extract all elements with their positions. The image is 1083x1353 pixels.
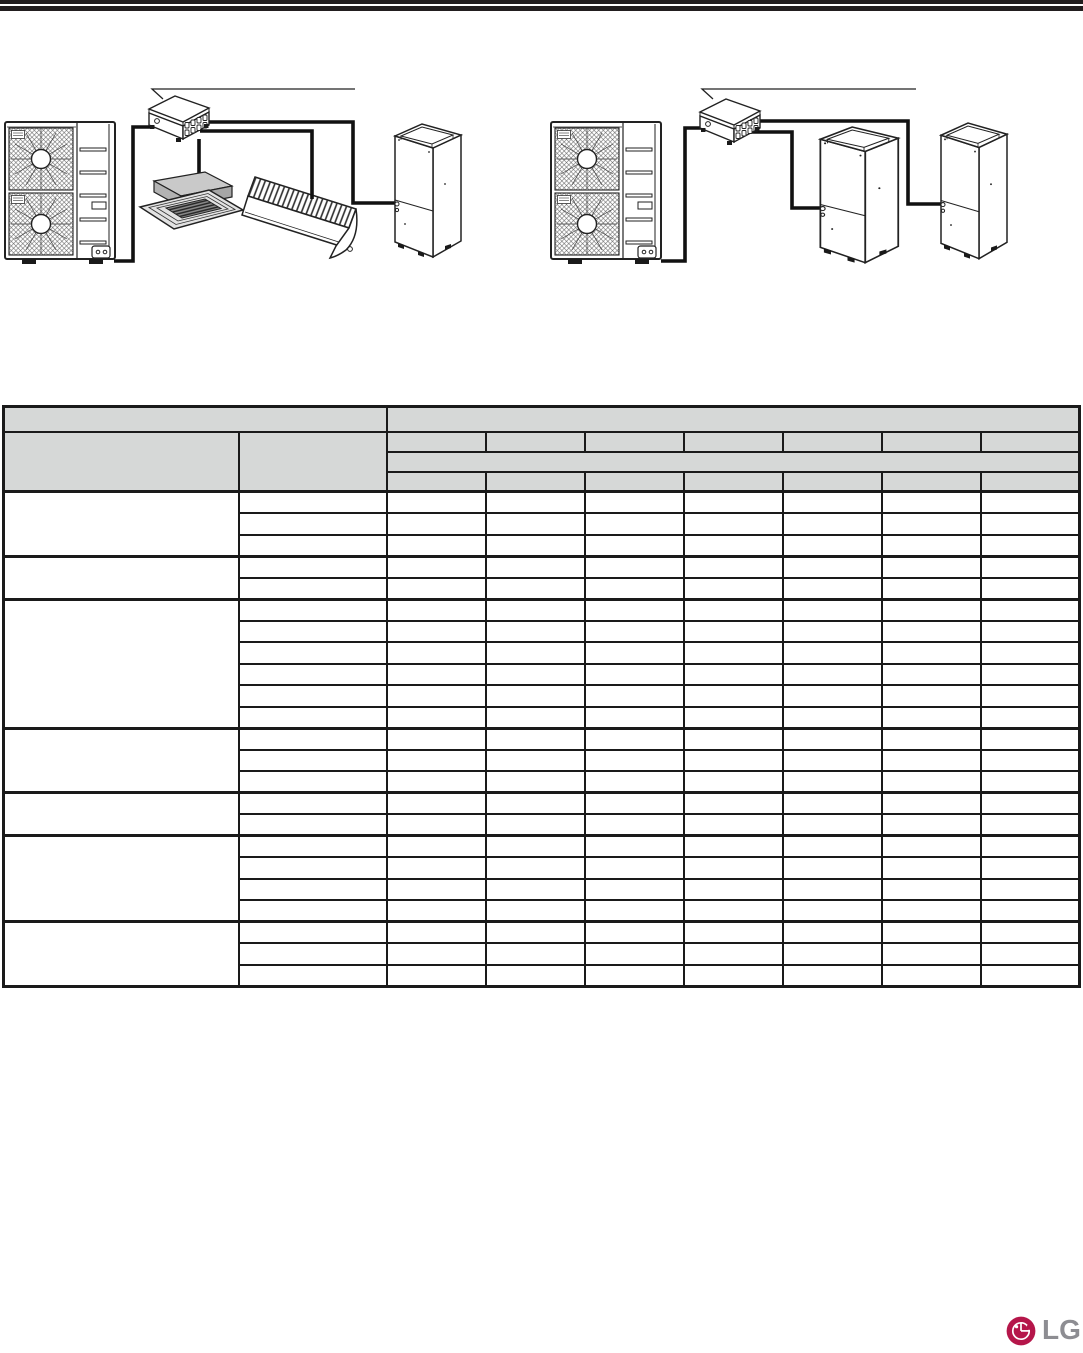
value-cell [387,728,486,750]
outdoor-unit [5,122,115,264]
value-cell [981,943,1080,965]
value-cell [981,513,1080,535]
subcategory-cell [239,793,387,815]
value-cell [684,621,783,643]
value-cell [783,535,882,557]
branch-distribution-box [700,99,760,145]
value-cell [882,943,981,965]
value-cell [585,814,684,836]
table-row [4,836,1080,858]
subcategory-cell [239,578,387,600]
value-cell [387,599,486,621]
value-cell [882,771,981,793]
value-cell [882,492,981,514]
subcategory-cell [239,535,387,557]
value-cell [684,578,783,600]
value-cell [486,900,585,922]
value-cell [783,556,882,578]
value-cell [882,879,981,901]
category-cell [4,599,239,728]
value-cell [387,513,486,535]
value-cell [585,492,684,514]
right-label-leader-line [702,89,916,99]
value-cell [882,642,981,664]
left-system-diagram [5,89,461,264]
value-cell [486,578,585,600]
value-cell [981,728,1080,750]
value-cell [684,556,783,578]
vertical-air-handler [395,124,461,257]
value-cell [783,578,882,600]
table-row [4,556,1080,578]
value-cell [387,922,486,944]
value-cell [783,621,882,643]
value-cell [783,836,882,858]
value-cell [486,642,585,664]
value-cell [486,922,585,944]
header-subcategory-cell [239,432,387,492]
value-cell [882,836,981,858]
right-system-diagram [551,89,1007,264]
value-cell [882,857,981,879]
value-cell [585,879,684,901]
value-cell [486,750,585,772]
ceiling-cassette-indoor-unit [140,172,243,229]
value-cell [486,728,585,750]
value-cell [981,621,1080,643]
value-cell [981,578,1080,600]
table-row [4,728,1080,750]
value-cell [585,922,684,944]
header-model-cell [486,432,585,452]
value-cell [981,836,1080,858]
value-cell [783,642,882,664]
header-category-cell [4,432,239,492]
header-model-cell [684,472,783,492]
value-cell [684,750,783,772]
vertical-air-handler [941,123,1007,259]
value-cell [585,556,684,578]
value-cell [387,685,486,707]
value-cell [684,535,783,557]
value-cell [387,492,486,514]
value-cell [981,922,1080,944]
value-cell [387,857,486,879]
subcategory-cell [239,943,387,965]
value-cell [684,513,783,535]
subcategory-cell [239,685,387,707]
value-cell [783,750,882,772]
value-cell [585,728,684,750]
value-cell [585,900,684,922]
value-cell [981,814,1080,836]
subcategory-cell [239,556,387,578]
category-cell [4,728,239,793]
value-cell [882,750,981,772]
value-cell [783,922,882,944]
value-cell [981,664,1080,686]
value-cell [783,965,882,987]
value-cell [387,535,486,557]
header-row-1 [4,407,1080,432]
value-cell [981,642,1080,664]
value-cell [684,857,783,879]
subcategory-cell [239,879,387,901]
value-cell [684,642,783,664]
value-cell [585,513,684,535]
value-cell [486,492,585,514]
category-cell [4,793,239,836]
value-cell [783,685,882,707]
value-cell [486,965,585,987]
value-cell [882,535,981,557]
value-cell [684,965,783,987]
value-cell [486,664,585,686]
value-cell [684,664,783,686]
subcategory-cell [239,664,387,686]
value-cell [981,535,1080,557]
value-cell [882,513,981,535]
value-cell [882,793,981,815]
value-cell [585,578,684,600]
value-cell [387,793,486,815]
subcategory-cell [239,814,387,836]
value-cell [585,642,684,664]
value-cell [486,814,585,836]
value-cell [981,900,1080,922]
value-cell [585,836,684,858]
value-cell [387,836,486,858]
top-rule-bar-2 [0,6,1083,10]
value-cell [882,599,981,621]
value-cell [783,599,882,621]
value-cell [585,943,684,965]
value-cell [783,943,882,965]
value-cell [684,900,783,922]
header-model-cell [486,472,585,492]
value-cell [585,857,684,879]
value-cell [387,707,486,729]
header-row-2 [4,432,1080,452]
value-cell [387,642,486,664]
value-cell [585,621,684,643]
value-cell [783,900,882,922]
value-cell [486,879,585,901]
value-cell [585,535,684,557]
value-cell [882,922,981,944]
header-model-cell [882,472,981,492]
category-cell [4,492,239,557]
table-row [4,793,1080,815]
header-band-cell [387,452,1080,472]
value-cell [486,621,585,643]
value-cell [882,578,981,600]
value-cell [387,750,486,772]
value-cell [486,943,585,965]
header-model-cell [387,472,486,492]
value-cell [585,793,684,815]
value-cell [684,707,783,729]
value-cell [585,771,684,793]
value-cell [981,857,1080,879]
value-cell [882,814,981,836]
table-row [4,922,1080,944]
subcategory-cell [239,900,387,922]
subcategory-cell [239,922,387,944]
value-cell [882,900,981,922]
value-cell [882,965,981,987]
header-models-span-cell [387,407,1080,432]
value-cell [387,556,486,578]
value-cell [387,664,486,686]
value-cell [585,599,684,621]
table-row [4,492,1080,514]
value-cell [486,857,585,879]
vertical-air-handler [820,127,898,263]
value-cell [783,513,882,535]
value-cell [387,943,486,965]
subcategory-cell [239,642,387,664]
value-cell [882,685,981,707]
value-cell [882,556,981,578]
value-cell [684,685,783,707]
value-cell [783,728,882,750]
value-cell [486,513,585,535]
value-cell [486,556,585,578]
header-model-cell [882,432,981,452]
value-cell [486,685,585,707]
value-cell [783,814,882,836]
table-row [4,599,1080,621]
value-cell [585,750,684,772]
value-cell [684,814,783,836]
value-cell [981,879,1080,901]
value-cell [486,771,585,793]
subcategory-cell [239,492,387,514]
header-model-cell [387,432,486,452]
subcategory-cell [239,707,387,729]
subcategory-cell [239,965,387,987]
category-cell [4,556,239,599]
category-cell [4,922,239,987]
value-cell [486,707,585,729]
header-model-cell [585,472,684,492]
value-cell [981,965,1080,987]
lg-logo-text: LG [1042,1314,1081,1345]
system-diagrams [0,78,1083,283]
value-cell [981,492,1080,514]
value-cell [684,771,783,793]
value-cell [981,771,1080,793]
value-cell [981,685,1080,707]
value-cell [486,599,585,621]
value-cell [486,836,585,858]
value-cell [387,965,486,987]
value-cell [684,879,783,901]
wall-mounted-indoor-unit [242,177,357,258]
subcategory-cell [239,771,387,793]
value-cell [981,750,1080,772]
value-cell [387,621,486,643]
header-model-cell [783,472,882,492]
left-label-leader-line [152,89,355,99]
category-cell [4,836,239,922]
value-cell [783,492,882,514]
value-cell [882,728,981,750]
value-cell [684,836,783,858]
value-cell [684,728,783,750]
top-rule-bar-1 [0,0,1083,4]
outdoor-unit [551,122,661,264]
value-cell [783,771,882,793]
value-cell [387,814,486,836]
header-model-cell [981,472,1080,492]
value-cell [882,664,981,686]
value-cell [387,578,486,600]
value-cell [981,793,1080,815]
subcategory-cell [239,750,387,772]
subcategory-cell [239,857,387,879]
value-cell [684,922,783,944]
value-cell [981,599,1080,621]
value-cell [486,535,585,557]
value-cell [387,900,486,922]
value-cell [585,707,684,729]
subcategory-cell [239,836,387,858]
value-cell [783,857,882,879]
subcategory-cell [239,728,387,750]
value-cell [684,599,783,621]
value-cell [783,707,882,729]
value-cell [783,664,882,686]
header-model-cell [981,432,1080,452]
value-cell [585,965,684,987]
value-cell [783,879,882,901]
value-cell [981,707,1080,729]
header-model-cell [783,432,882,452]
value-cell [981,556,1080,578]
value-cell [684,793,783,815]
header-model-cell [585,432,684,452]
value-cell [684,492,783,514]
subcategory-cell [239,599,387,621]
value-cell [387,771,486,793]
value-cell [585,685,684,707]
value-cell [882,707,981,729]
value-cell [486,793,585,815]
value-cell [783,793,882,815]
spec-table [2,405,1081,988]
header-model-cell [684,432,783,452]
branch-distribution-box [149,96,209,142]
value-cell [882,621,981,643]
value-cell [585,664,684,686]
header-left-span-cell [4,407,387,432]
value-cell [684,943,783,965]
value-cell [387,879,486,901]
subcategory-cell [239,513,387,535]
subcategory-cell [239,621,387,643]
